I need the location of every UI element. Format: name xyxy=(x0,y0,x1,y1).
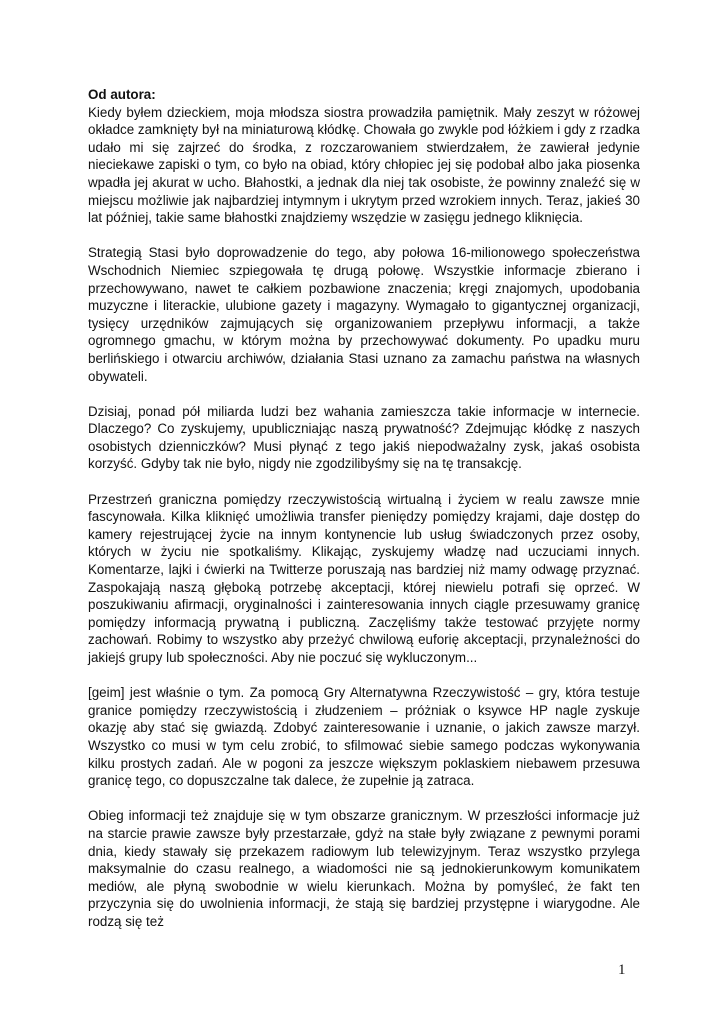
section-heading: Od autora: xyxy=(88,87,156,102)
paragraph-2: Strategią Stasi było doprowadzenie do tego, aby połowa 16-milionowego społeczeństwa Wschodnich Niemiec szpiegowała tę drugą połowę. Wszystkie informacje zbierano i przechowywano, nawet te całkiem pozbawione znaczenia; kręgi znajomych, upodobania muzyczne i literackie, ulubione gazety i magazyny. Wymagało to gigantycznej organizacji, tysięcy urzędników zajmujących się organizowaniem przepływu informacji, a także ogromnego gmachu, w którym można by przechowywać dokumenty. Po upadku muru berlińskiego i otwarciu archiwów, działania Stasi uznano za zamachu państwa na własnych obywateli. xyxy=(88,245,640,384)
page-number: 1 xyxy=(618,962,626,978)
paragraph-3: Dzisiaj, ponad pół miliarda ludzi bez wahania zamieszcza takie informacje w internecie. Dlaczego? Co zyskujemy, upubliczniając naszą prywatność? Zdejmując kłódkę z naszych osobistych dzienniczków? Musi płynąć z tego jakiś niepodważalny zysk, jakaś osobista korzyść. Gdyby tak nie było, nigdy nie zgodzilibyśmy się na tę transakcję. xyxy=(88,403,640,472)
paragraph-5: [geim] jest właśnie o tym. Za pomocą Gry Alternatywna Rzeczywistość – gry, która testuje granice pomiędzy rzeczywistością i złudzeniem – próżniak o ksywce HP nagle zyskuje okazję aby stać się gwiazdą. Zdobyć zainteresowanie i uznanie, o jakich zawsze marzył. Wszystko co musi w tym celu zrobić, to sfilmować siebie samego podczas wykonywania kilku prostych zadań. Ale w pogoni za jeszcze większym poklaskiem niebawem przesuwa granicę tego, co dopuszczalne tak dalece, że zupełnie ją zatraca. xyxy=(88,685,640,789)
paragraph-4: Przestrzeń graniczna pomiędzy rzeczywistością wirtualną i życiem w realu zawsze mnie fascynowała. Kilka kliknięć umożliwia transfer pieniędzy pomiędzy krajami, daje dostęp do kamery rejestrującej życie na innym kontynencie lub usług świadczonych przez osoby, których w życiu nie spotkaliśmy. Klikając, zyskujemy władzę nad uczuciami innych. Komentarze, lajki i ćwierki na Twitterze poruszają nas bardziej niż mamy odwagę przyznać. Zaspokajają naszą głęboką potrzebę akceptacji, której niewielu potrafi się oprzeć. W poszukiwaniu afirmacji, oryginalności i zainteresowania innych ciągle przesuwamy granicę pomiędzy informacją prywatną i publiczną. Zaczęliśmy także testować przyjęte normy zachowań. Robimy to wszystko aby przeżyć chwilową euforię akceptacji, przynależności do jakiejś grupy lub społeczności. Aby nie poczuć się wykluczonym... xyxy=(88,491,640,665)
paragraph-6: Obieg informacji też znajduje się w tym obszarze granicznym. W przeszłości informacje już na starcie prawie zawsze były przestarzałe, gdyż na stałe były związane z pewnymi porami dnia, kiedy stawały się przekazem radiowym lub telewizyjnym. Teraz wszystko przylega maksymalnie do czasu realnego, a wiadomości nie są jednokierunkowym komunikatem mediów, ale płyną swobodnie w wielu kierunkach. Można by pomyśleć, że fakt ten przyczynia się do uwolnienia informacji, że stają się bardziej przystępne i wiarygodne. Ale rodzą się też xyxy=(88,808,640,929)
document-page xyxy=(88,86,640,948)
paragraph-1: Kiedy byłem dzieckiem, moja młodsza siostra prowadziła pamiętnik. Mały zeszyt w różowej okładce zamknięty był na miniaturową kłódkę. Chowała go zwykle pod łóżkiem i gdy z rzadka udało mi się zajrzeć do środka, z rozczarowaniem stwierdzałem, że zawierał jedynie nieciekawe zapiski o tym, co było na obiad, który chłopiec jej się podobał albo jaka piosenka wpadła jej akurat w ucho. Błahostki, a jednak dla niej tak osobiste, że powinny znaleźć się w miejscu możliwie jak najbardziej intymnym i ukrytym przed wzrokiem innych. Teraz, jakieś 30 lat później, takie same błahostki znajdziemy wszędzie w zasięgu jednego kliknięcia. xyxy=(88,104,640,226)
